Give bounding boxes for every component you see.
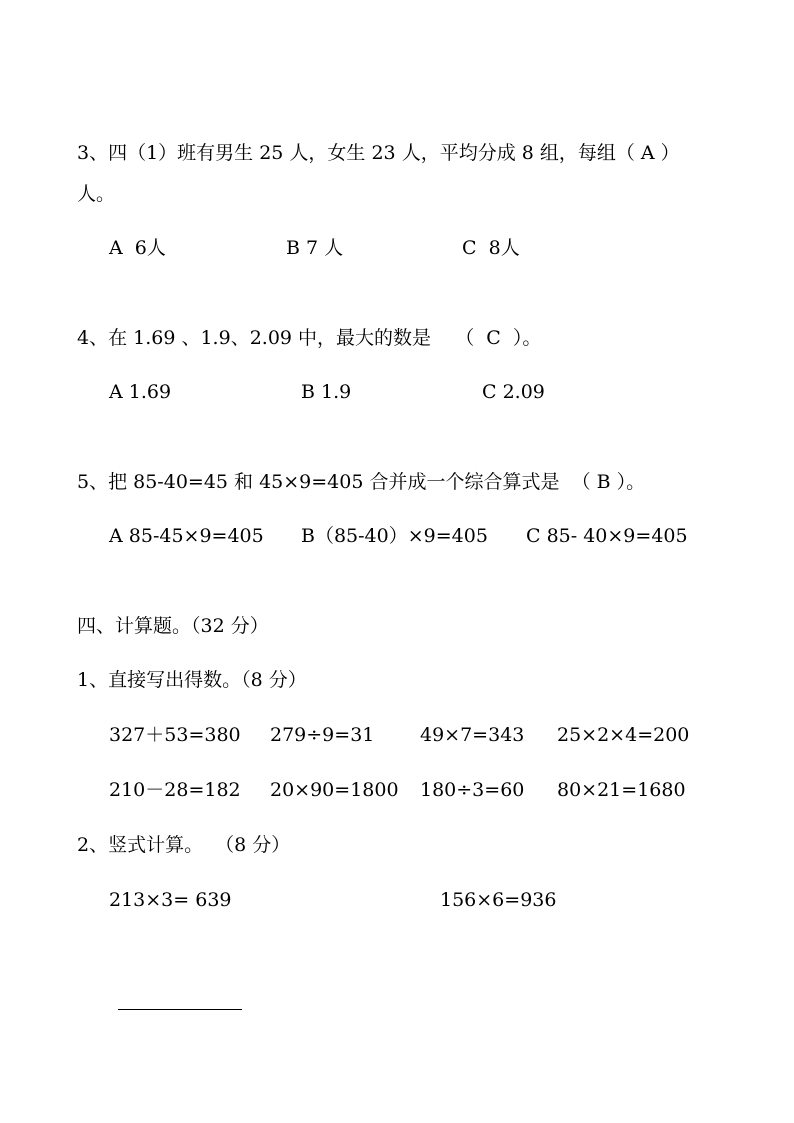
calc-item: 25×2×4=200 xyxy=(557,724,690,746)
vertical-calc-item: 156×6=936 xyxy=(440,889,557,911)
question-3-option-c: C 8人 xyxy=(462,237,520,259)
calc-item: 49×7=343 xyxy=(420,724,525,746)
question-4-option-a: A 1.69 xyxy=(109,381,172,403)
calc-item: 327＋53=380 xyxy=(109,724,241,746)
footnote-divider xyxy=(118,1009,242,1010)
subsection-1-title: 1、直接写出得数。（8 分） xyxy=(77,669,307,691)
question-3-line2: 人。 xyxy=(77,183,116,205)
calc-item: 80×21=1680 xyxy=(557,779,686,801)
calc-item: 20×90=1800 xyxy=(270,779,399,801)
question-4-option-c: C 2.09 xyxy=(482,381,545,403)
question-4-text: 4、在 1.69 、1.9、2.09 中，最大的数是 （ C ）。 xyxy=(77,327,542,349)
vertical-calc-item: 213×3= 639 xyxy=(109,889,232,911)
question-5-text: 5、把 85-40=45 和 45×9=405 合并成一个综合算式是 （ B ）。 xyxy=(77,471,646,493)
section-4-title: 四、计算题。（32 分） xyxy=(77,615,269,637)
question-3-option-a: A 6人 xyxy=(109,237,166,259)
calc-item: 279÷9=31 xyxy=(270,724,375,746)
question-5-option-a: A 85-45×9=405 xyxy=(109,525,264,547)
question-4-option-b: B 1.9 xyxy=(301,381,352,403)
subsection-2-title: 2、竖式计算。 （8 分） xyxy=(77,834,291,856)
calc-item: 210－28=182 xyxy=(109,779,241,801)
question-5-option-b: B（85-40）×9=405 xyxy=(301,525,488,547)
question-3-option-b: B 7 人 xyxy=(286,237,344,259)
question-3-line1: 3、四（1）班有男生 25 人，女生 23 人，平均分成 8 组，每组（ A ） xyxy=(77,142,680,164)
question-5-option-c: C 85- 40×9=405 xyxy=(526,525,688,547)
calc-item: 180÷3=60 xyxy=(420,779,525,801)
